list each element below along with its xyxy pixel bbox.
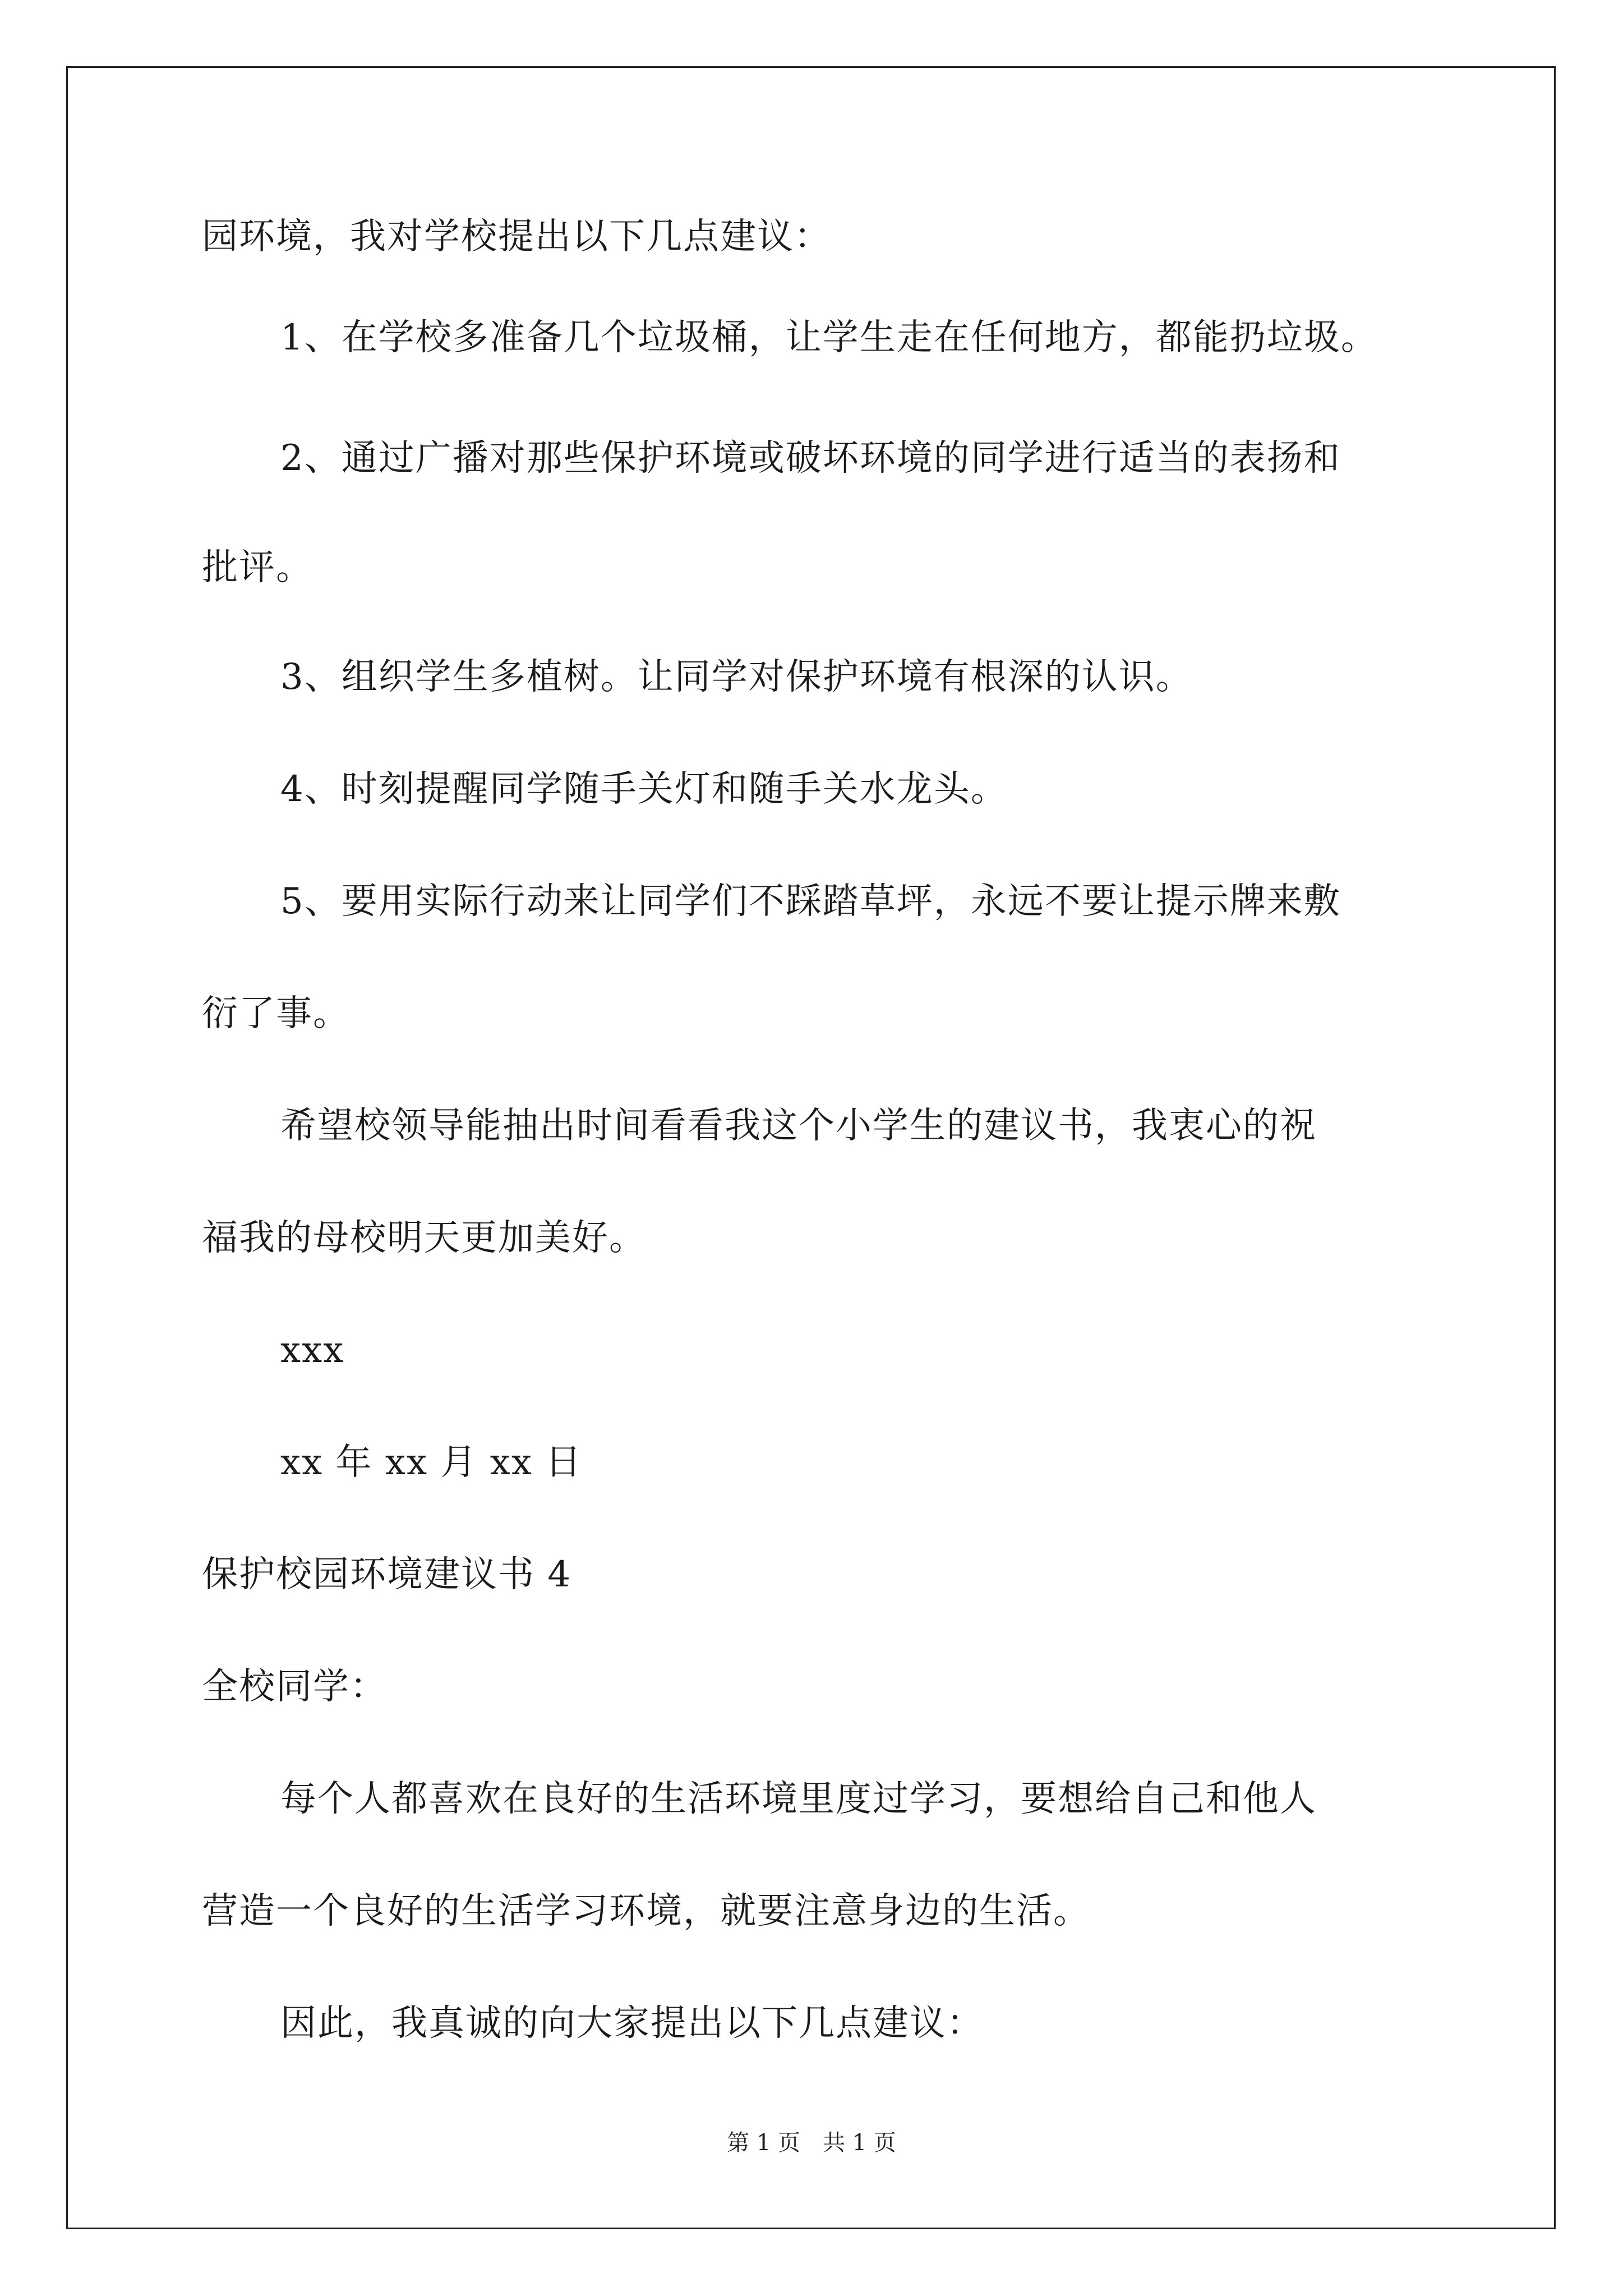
suggestion-5: 5、要用实际行动来让同学们不踩踏草坪，永远不要让提示牌来敷: [280, 881, 1341, 922]
salutation: 全校同学：: [202, 1666, 387, 1708]
page-total: 共 1 页: [823, 2130, 896, 2156]
paragraph-line: 衍了事。: [202, 993, 350, 1034]
suggestion-4: 4、时刻提醒同学随手关灯和随手关水龙头。: [280, 769, 1008, 810]
paragraph-line: 因此，我真诚的向大家提出以下几点建议：: [280, 2003, 984, 2044]
paragraph-line: 福我的母校明天更加美好。: [202, 1217, 646, 1259]
closing-paragraph: 希望校领导能抽出时间看看我这个小学生的建议书，我衷心的祝: [280, 1105, 1317, 1147]
section-title: 保护校园环境建议书 4: [202, 1554, 572, 1595]
page-number: 第 1 页: [727, 2130, 800, 2156]
paragraph-line: 园环境，我对学校提出以下几点建议：: [202, 216, 831, 257]
paragraph-line: 批评。: [202, 547, 313, 588]
paragraph-line: 每个人都喜欢在良好的生活环境里度过学习，要想给自己和他人: [280, 1778, 1317, 1820]
suggestion-3: 3、组织学生多植树。让同学对保护环境有根深的认识。: [280, 656, 1193, 698]
signature: xxx: [280, 1329, 345, 1371]
page-footer: [0, 2132, 1623, 2154]
date: xx 年 xx 月 xx 日: [280, 1442, 583, 1483]
paragraph-line: 营造一个良好的生活学习环境，就要注意身边的生活。: [202, 1890, 1090, 1932]
suggestion-2: 2、通过广播对那些保护环境或破坏环境的同学进行适当的表扬和: [280, 438, 1341, 479]
suggestion-1: 1、在学校多准备几个垃圾桶，让学生走在任何地方，都能扔垃圾。: [280, 317, 1378, 358]
